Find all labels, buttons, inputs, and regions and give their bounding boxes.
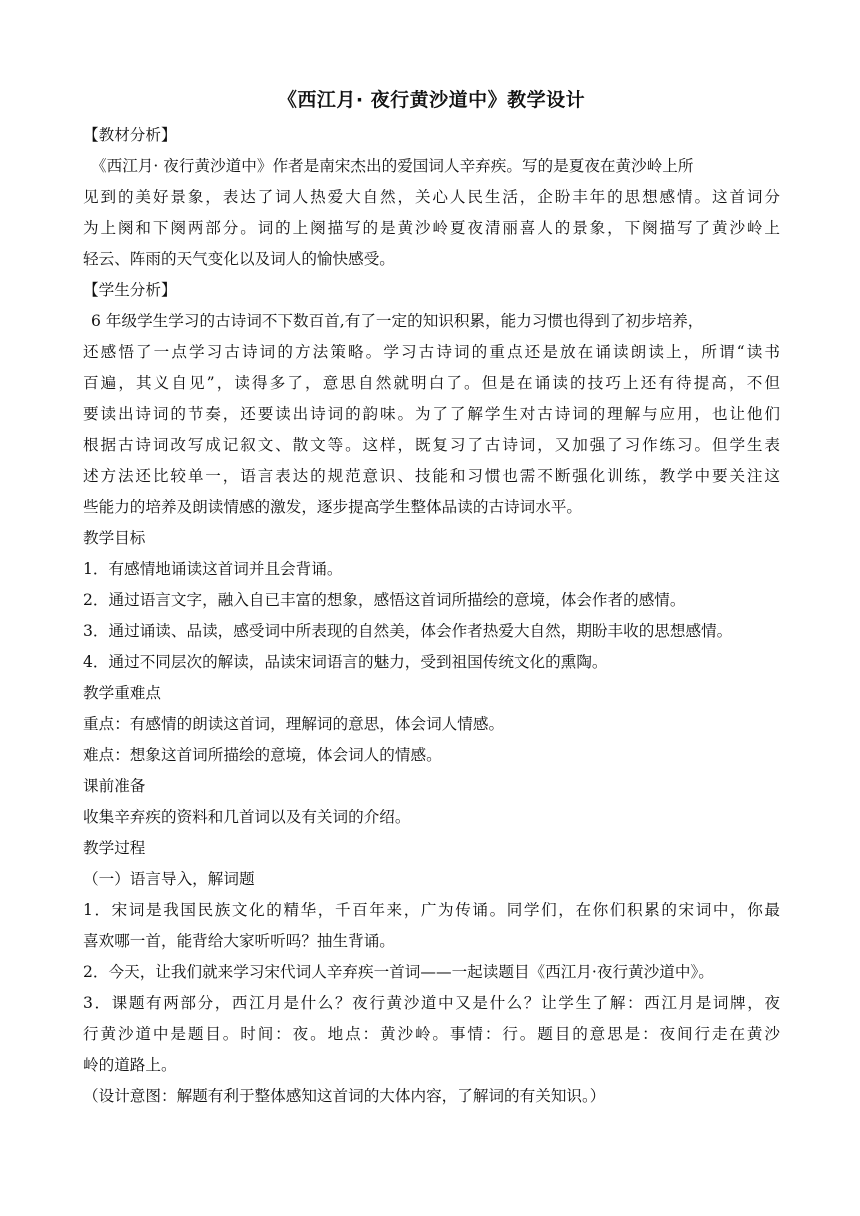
text-line: 课前准备 bbox=[83, 777, 146, 795]
text-line: 教学过程 bbox=[83, 839, 146, 857]
text-line: 1．宋词是我国民族文化的精华，千百年来，广为传诵。同学们，在你们积累的宋词中，你最 bbox=[83, 901, 780, 919]
text-line: 重点：有感情的朗读这首词，理解词的意思，体会词人情感。 bbox=[83, 715, 505, 733]
text-line: 百遍，其义自见”，读得多了，意思自然就明白了。但是在诵读的技巧上还有待提高，不但 bbox=[83, 374, 780, 392]
text-line: （设计意图：解题有利于整体感知这首词的大体内容，了解词的有关知识。） bbox=[83, 1087, 606, 1105]
text-line: 2．通过语言文字，融入自已丰富的想象，感悟这首词所描绘的意境，体会作者的感情。 bbox=[83, 591, 686, 609]
text-line: 喜欢哪一首，能背给大家听听吗？抽生背诵。 bbox=[83, 932, 395, 950]
text-line: 述方法还比较单一，语言表达的规范意识、技能和习惯也需不断强化训练，教学中要关注这 bbox=[83, 467, 780, 485]
text-line: 教学重难点 bbox=[83, 684, 161, 702]
text-line: 难点：想象这首词所描绘的意境，体会词人的情感。 bbox=[83, 746, 442, 764]
text-line: 2．今天，让我们就来学习宋代词人辛弃疾一首词——一起读题目《西江月·夜行黄沙道中》。 bbox=[83, 963, 714, 981]
text-line: 收集辛弃疾的资料和几首词以及有关词的介绍。 bbox=[83, 808, 411, 826]
text-line: （一）语言导入，解词题 bbox=[83, 870, 255, 888]
text-line: 为上阕和下阕两部分。词的上阕描写的是黄沙岭夏夜清丽喜人的景象，下阕描写了黄沙岭上 bbox=[83, 219, 780, 237]
text-line: 《西江月· 夜行黄沙道中》作者是南宋杰出的爱国词人辛弃疾。写的是夏夜在黄沙岭上所 bbox=[91, 157, 694, 175]
text-line: 3．通过诵读、品读，感受词中所表现的自然美，体会作者热爱大自然，期盼丰收的思想感情。 bbox=[83, 622, 733, 640]
text-line: 【学生分析】 bbox=[83, 281, 177, 299]
text-line: 4．通过不同层次的解读，品读宋词语言的魅力，受到祖国传统文化的熏陶。 bbox=[83, 653, 608, 671]
text-line: 行黄沙道中是题目。时间：夜。地点：黄沙岭。事情：行。题目的意思是：夜间行走在黄沙 bbox=[83, 1025, 780, 1043]
text-line: 些能力的培养及朗读情感的激发，逐步提高学生整体品读的古诗词水平。 bbox=[83, 498, 583, 516]
document-title: 《西江月· 夜行黄沙道中》教学设计 bbox=[277, 89, 586, 111]
text-line: 要读出诗词的节奏，还要读出诗词的韵味。为了了解学生对古诗词的理解与应用，也让他们 bbox=[83, 405, 780, 423]
text-line: 岭的道路上。 bbox=[83, 1056, 177, 1074]
text-line: 轻云、阵雨的天气变化以及词人的愉快感受。 bbox=[83, 250, 395, 268]
text-line: 根据古诗词改写成记叙文、散文等。这样，既复习了古诗词，又加强了习作练习。但学生表 bbox=[83, 436, 780, 454]
document-body bbox=[83, 120, 780, 1112]
text-line: 见到的美好景象，表达了词人热爱大自然，关心人民生活，企盼丰年的思想感情。这首词分 bbox=[83, 188, 780, 206]
text-line: 教学目标 bbox=[83, 529, 146, 547]
text-line: 【教材分析】 bbox=[83, 126, 177, 144]
text-line: 还感悟了一点学习古诗词的方法策略。学习古诗词的重点还是放在诵读朗读上，所谓“读书 bbox=[83, 343, 780, 361]
document-page bbox=[83, 86, 780, 1112]
text-line: 3．课题有两部分，西江月是什么？夜行黄沙道中又是什么？让学生了解：西江月是词牌，夜 bbox=[83, 994, 780, 1012]
text-line: 1．有感情地诵读这首词并且会背诵。 bbox=[83, 560, 343, 578]
text-line: 6 年级学生学习的古诗词不下数百首,有了一定的知识积累，能力习惯也得到了初步培养， bbox=[91, 312, 704, 330]
